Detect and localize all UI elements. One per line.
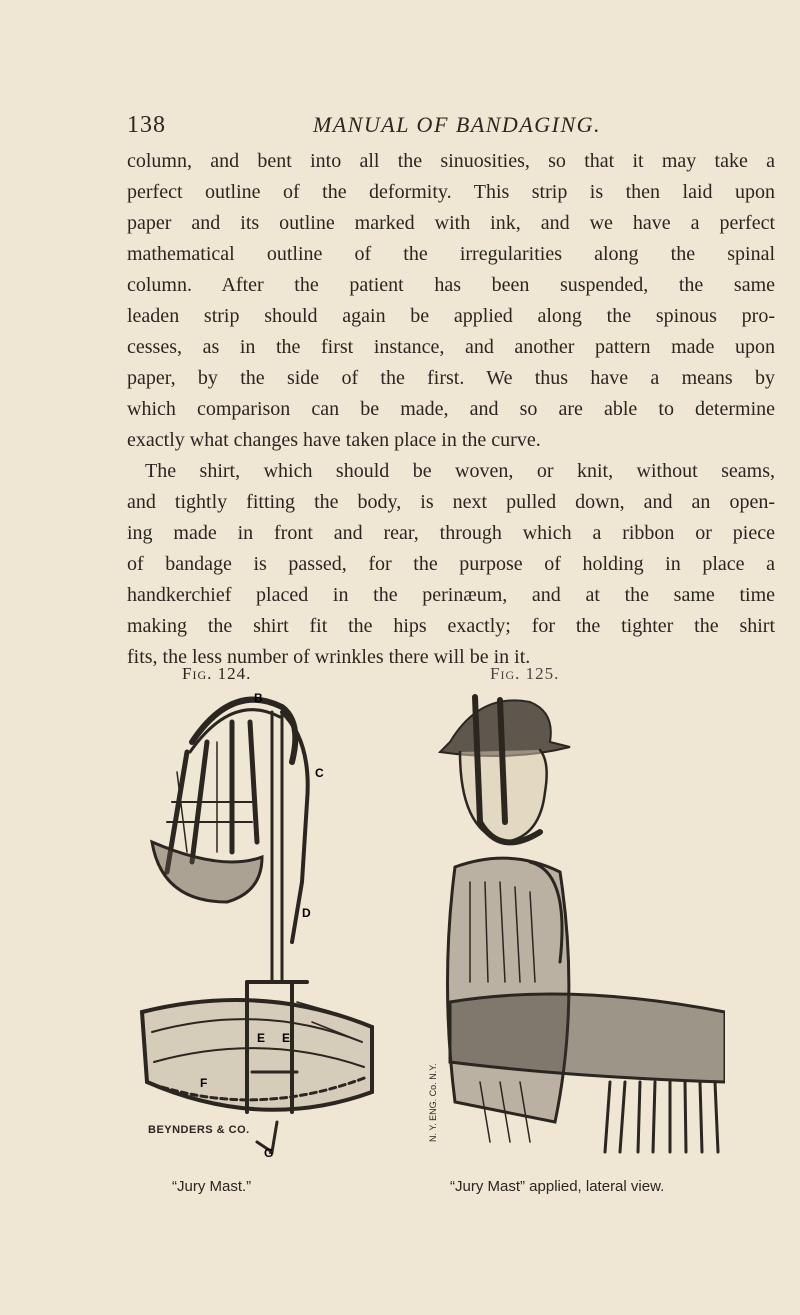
text-line: which comparison can be made, and so are able to determine — [127, 398, 775, 420]
jury-mast-applied-illustration — [420, 682, 725, 1160]
body-text — [127, 146, 775, 673]
engraver-side-text: N. Y. ENG. Co. N.Y. — [428, 1063, 438, 1142]
text-line: exactly what changes have taken place in the curve. — [127, 429, 541, 451]
text-line: The shirt, which should be woven, or knit, without seams, — [145, 460, 775, 482]
text-line: and tightly fitting the body, is next pulled down, and an open- — [127, 491, 775, 513]
jury-mast-illustration — [132, 682, 382, 1160]
text-line: column, and bent into all the sinuosities, so that it may take a — [127, 150, 775, 172]
figure-letter-d: D — [302, 906, 311, 920]
figure-label-124: Fig. 124. — [182, 664, 252, 683]
text-line: making the shirt fit the hips exactly; for the tighter the shirt — [127, 615, 775, 637]
text-line: paper, by the side of the first. We thus have a means by — [127, 367, 775, 389]
running-head: MANUAL OF BANDAGING. — [312, 112, 602, 137]
text-line: leaden strip should again be applied along the spinous pro- — [127, 305, 775, 327]
text-line: fits, the less number of wrinkles there will be in it. — [127, 646, 531, 668]
engraver-credit: BEYNDERS & CO. — [148, 1124, 250, 1136]
page-header — [127, 112, 772, 146]
figure-caption-125: “Jury Mast” applied, lateral view. — [450, 1178, 665, 1195]
page-number: 138 — [127, 112, 166, 138]
text-line: cesses, as in the first instance, and another pattern made upon — [127, 336, 775, 358]
text-line: perfect outline of the deformity. This strip is then laid upon — [127, 181, 775, 203]
figure-letter-e: E — [257, 1031, 266, 1045]
text-line: mathematical outline of the irregularities along the spinal — [127, 243, 775, 265]
text-line: of bandage is passed, for the purpose of holding in place a — [127, 553, 775, 575]
text-line: ing made in front and rear, through which a ribbon or piece — [127, 522, 775, 544]
figure-letter-f: F — [200, 1076, 208, 1090]
text-line: column. After the patient has been suspended, the same — [127, 274, 775, 296]
figure-label-125: Fig. 125. — [490, 664, 560, 683]
text-line: paper and its outline marked with ink, and we have a perfect — [127, 212, 775, 234]
figure-letter-e-2: E — [282, 1031, 291, 1045]
text-line: handkerchief placed in the perinæum, and at the same time — [127, 584, 775, 606]
figure-letter-c: C — [315, 766, 324, 780]
figure-letter-g: G — [264, 1146, 274, 1160]
figure-caption-124: “Jury Mast.” — [172, 1178, 252, 1195]
figure-letter-b: B — [254, 691, 263, 705]
